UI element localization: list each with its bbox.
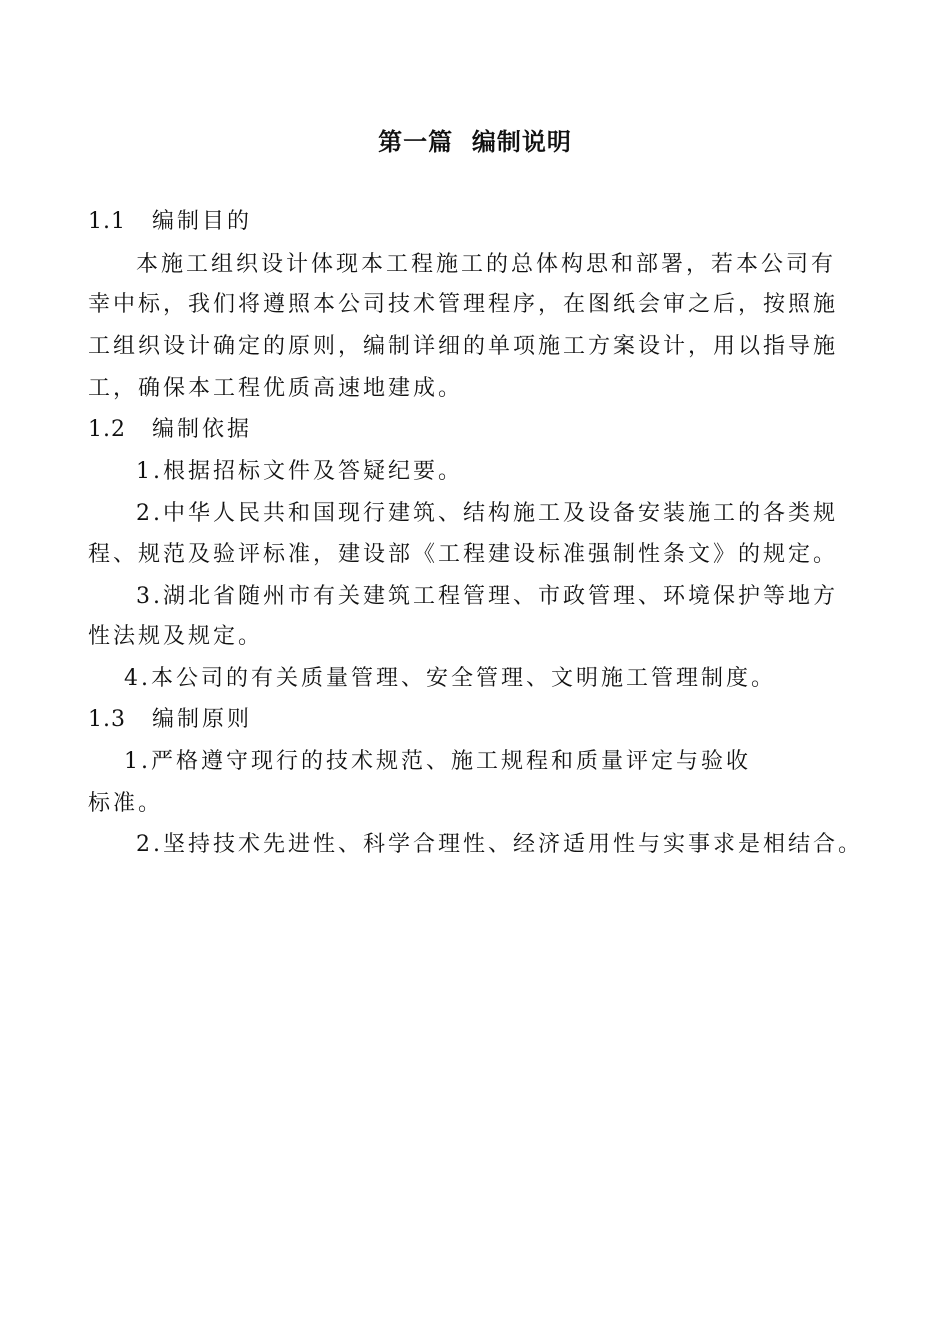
section-number: 1.1	[88, 209, 126, 234]
section-heading-1-1	[88, 207, 252, 237]
section-title: 编制依据	[152, 417, 253, 442]
list-item: 1.严格遵守现行的技术规范、施工规程和质量评定与验收	[124, 749, 751, 774]
list-item-continuation: 性法规及规定。	[88, 624, 264, 649]
section-heading-1-3	[88, 705, 252, 735]
list-item: 3.湖北省随州市有关建筑工程管理、市政管理、环境保护等地方	[136, 584, 838, 609]
paragraph-line: 幸中标，我们将遵照本公司技术管理程序，在图纸会审之后，按照施	[88, 292, 839, 317]
section-number: 1.3	[88, 707, 126, 732]
paragraph-line: 工，确保本工程优质高速地建成。	[88, 376, 464, 401]
paragraph-line: 工组织设计确定的原则，编制详细的单项施工方案设计，用以指导施	[88, 334, 839, 359]
paragraph-line: 本施工组织设计体现本工程施工的总体构思和部署，若本公司有	[136, 252, 837, 277]
section-title: 编制目的	[152, 209, 253, 234]
section-number: 1.2	[88, 417, 126, 442]
list-item: 2.中华人民共和国现行建筑、结构施工及设备安装施工的各类规	[136, 501, 838, 526]
list-item-continuation: 标准。	[88, 791, 164, 816]
section-heading-1-2	[88, 415, 252, 445]
list-item-continuation: 程、规范及验评标准，建设部《工程建设标准强制性条文》的规定。	[88, 542, 839, 567]
list-item: 4.本公司的有关质量管理、安全管理、文明施工管理制度。	[124, 666, 776, 691]
page-title: 第一篇 编制说明	[378, 127, 572, 156]
list-item: 2.坚持技术先进性、科学合理性、经济适用性与实事求是相结合。	[136, 832, 863, 857]
list-item: 1.根据招标文件及答疑纪要。	[136, 459, 463, 484]
section-title: 编制原则	[152, 707, 253, 732]
